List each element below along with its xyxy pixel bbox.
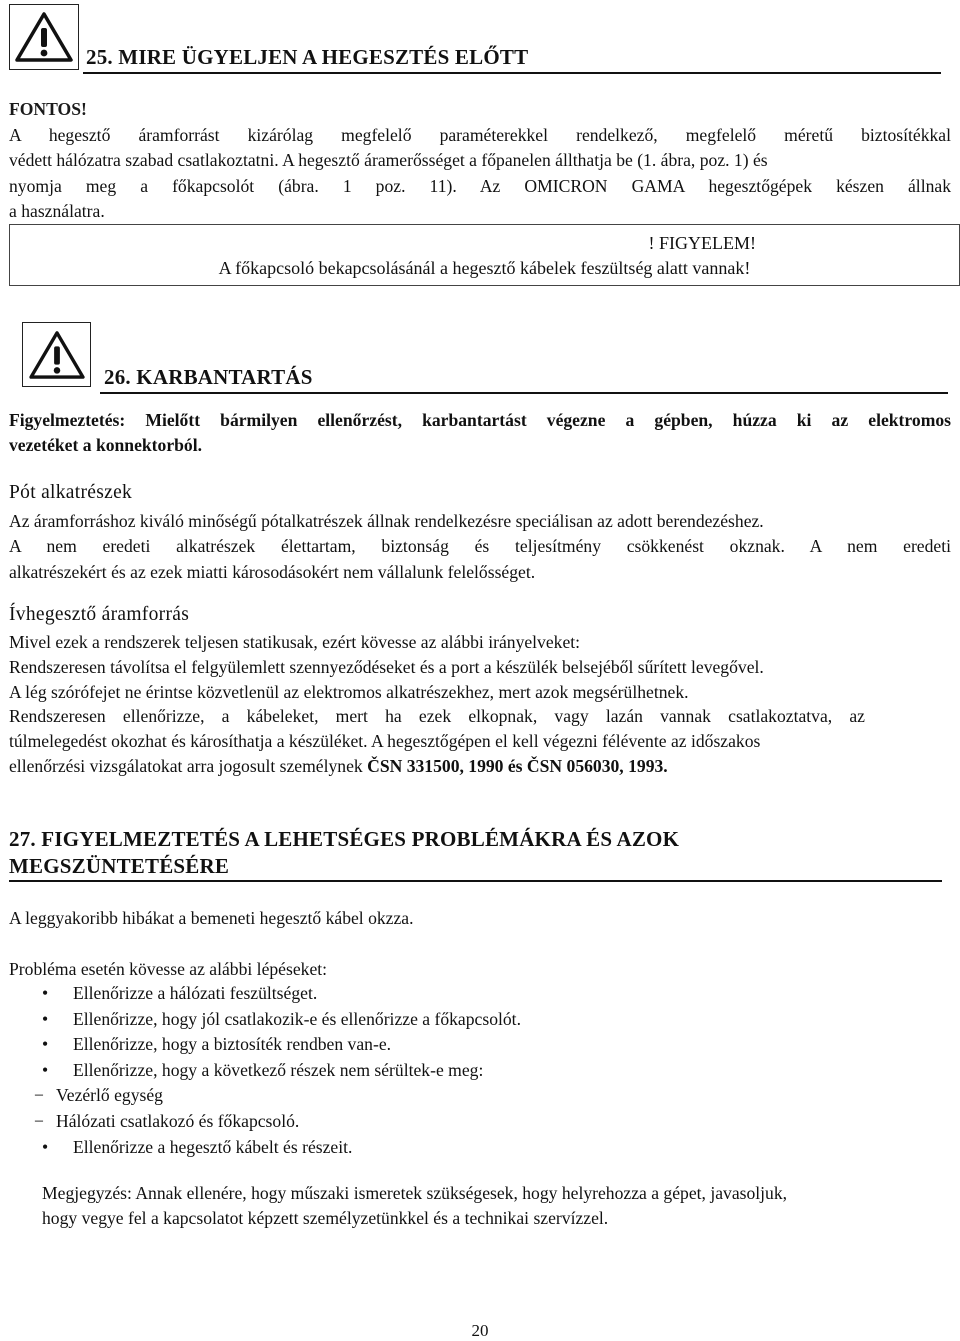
warning-triangle-icon: [15, 11, 73, 63]
list-item: − Vezérlő egység: [34, 1083, 922, 1109]
section-25-paragraph-line: védett hálózatra szabad csatlakoztatni. A hegesztő áramerősséget a főpanelen állthatja be (1. ábra, poz. 1) és: [9, 150, 768, 170]
bullet-icon: •: [42, 1008, 49, 1029]
attention-notice-box: [9, 224, 960, 286]
maintenance-warning-line: vezetéket a konnektorból.: [9, 435, 203, 455]
notice-text: A főkapcsoló bekapcsolásánál a hegesztő kábelek feszültség alatt vannak!: [218, 258, 751, 278]
list-item: • Ellenőrizze, hogy a következő részek nem sérültek-e meg:: [42, 1058, 922, 1084]
arc-welder-line: Rendszeresen távolítsa el felgyülemlett szennyeződéseket és a port a készülék belsejéből sűrített levegővel.: [9, 657, 764, 677]
section-25-paragraph-line: nyomja meg a főkapcsolót (ábra. 1 poz. 11). Az OMICRON GAMA hegesztőgépek készen állnak: [9, 176, 951, 196]
notice-title: ! FIGYELEM!: [648, 233, 756, 253]
list-item: • Ellenőrizze a hálózati feszültséget.: [42, 981, 922, 1007]
note-line: hogy vegye fel a kapcsolatot képzett személyzetünkkel és a technikai szervízzel.: [42, 1208, 609, 1228]
section-25-title: 25. MIRE ÜGYELJEN A HEGESZTÉS ELŐTT: [86, 45, 529, 69]
troubleshooting-list: [34, 981, 922, 1160]
section-25-paragraph-line: A hegesztő áramforrást kizárólag megfelelő paraméterekkel rendelkező, megfelelő méretű biztosítékkal: [9, 125, 951, 145]
note-line: Megjegyzés: Annak ellenére, hogy műszaki ismeretek szükségesek, hogy helyrehozza a gépet, javasoljuk,: [42, 1183, 788, 1203]
list-item: • Ellenőrizze a hegesztő kábelt és részeit.: [42, 1135, 922, 1161]
maintenance-warning-line: Figyelmeztetés: Mielőtt bármilyen ellenőrzést, karbantartást végezne a gépben, húzza ki az elektromos: [9, 410, 951, 430]
spare-parts-line: A nem eredeti alkatrészek élettartam, biztonság és teljesítmény csökkenést okznak. A nem eredeti: [9, 536, 951, 556]
important-label: FONTOS!: [9, 99, 87, 119]
arc-welder-title: Ívhegesztő áramforrás: [9, 604, 190, 625]
warning-triangle-icon: [29, 330, 85, 380]
section-27-title: 27. FIGYELMEZTETÉS A LEHETSÉGES PROBLÉMÁKRA ÉS AZOK: [9, 827, 680, 851]
spare-parts-title: Pót alkatrészek: [9, 482, 133, 503]
section-25-paragraph-line: a használatra.: [9, 201, 105, 221]
list-item: • Ellenőrizze, hogy jól csatlakozik-e és ellenőrizze a főkapcsolót.: [42, 1007, 922, 1033]
arc-welder-line: Mivel ezek a rendszerek teljesen statikusak, ezért kövesse az alábbi irányelveket:: [9, 632, 581, 652]
spare-parts-line: Az áramforráshoz kiváló minőségű pótalkatrészek állnak rendelkezésre speciálisan az adott berendezéshez.: [9, 511, 764, 531]
section-25-rule: [83, 72, 941, 74]
bullet-icon: •: [42, 1059, 49, 1080]
list-item: − Hálózati csatlakozó és főkapcsoló.: [34, 1109, 922, 1135]
spare-parts-line: alkatrészekért és az ezek miatti károsodásokért nem vállalunk felelősséget.: [9, 562, 536, 582]
dash-icon: −: [34, 1085, 44, 1106]
list-item: • Ellenőrizze, hogy a biztosíték rendben van-e.: [42, 1032, 922, 1058]
section-26-rule: [100, 392, 948, 394]
arc-welder-line: [9, 754, 668, 779]
section-27-rule: [9, 880, 942, 882]
section-26-title: 26. KARBANTARTÁS: [104, 365, 313, 389]
bullet-icon: •: [42, 1136, 49, 1157]
warning-sign-box: [9, 4, 79, 70]
arc-welder-line-plain: ellenőrzési vizsgálatokat arra jogosult személynek: [9, 756, 368, 776]
arc-welder-line: túlmelegedést okozhat és károsíthatja a készüléket. A hegesztőgépen el kell végezni félévente az időszakos: [9, 731, 761, 751]
page-number: 20: [471, 1321, 489, 1340]
dash-icon: −: [34, 1110, 44, 1131]
bullet-icon: •: [42, 1034, 49, 1055]
warning-sign-box: [22, 322, 91, 387]
arc-welder-line: Rendszeresen ellenőrizze, a kábeleket, mert ha ezek elkopnak, vagy lazán vannak csatlakoztatva, az: [9, 706, 865, 726]
arc-welder-line: A lég szórófejet ne érintse közvetlenül az elektromos alkatrészekhez, mert azok megsérülhetnek.: [9, 682, 689, 702]
steps-intro: Probléma esetén kövesse az alábbi lépéseket:: [9, 959, 328, 979]
bullet-icon: •: [42, 983, 49, 1003]
standards-reference: ČSN 331500, 1990 és ČSN 056030, 1993.: [367, 756, 668, 776]
problems-intro: A leggyakoribb hibákat a bemeneti hegesztő kábel okzza.: [9, 908, 414, 928]
section-27-title-continued: MEGSZÜNTETÉSÉRE: [9, 854, 230, 878]
